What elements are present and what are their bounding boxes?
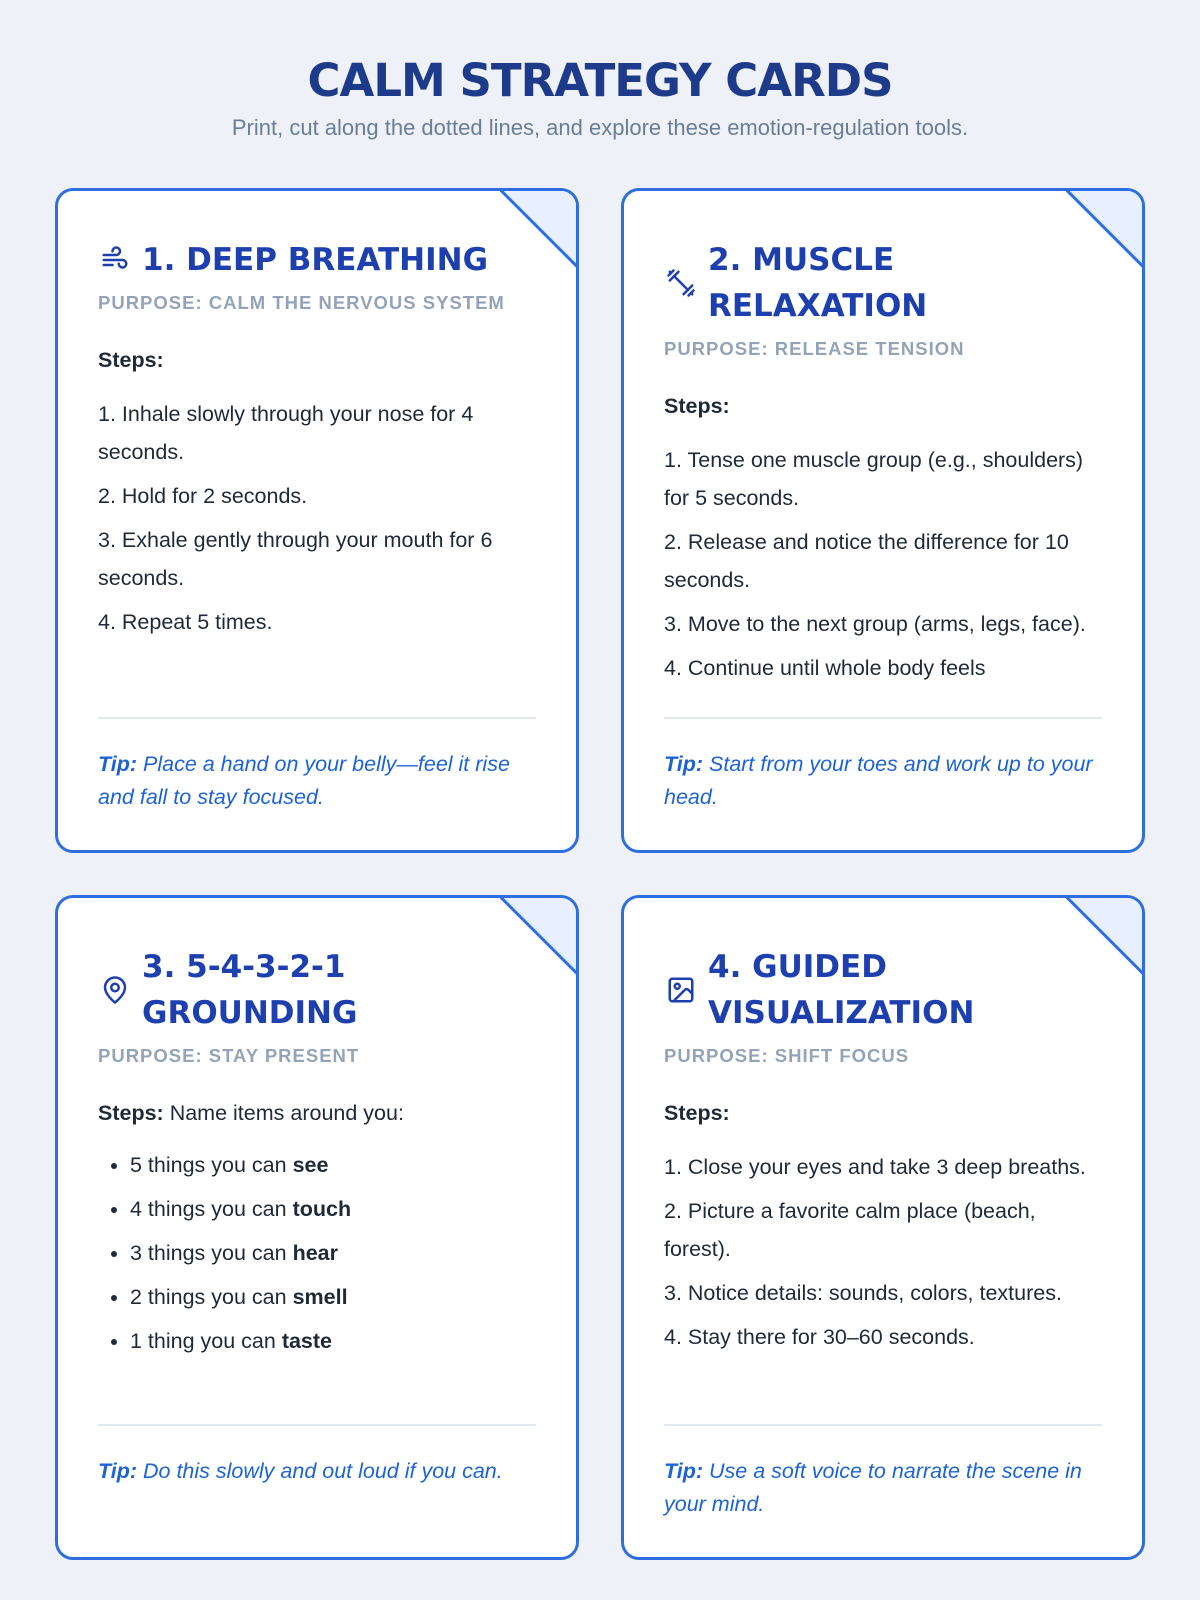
card-steps [664,1082,1102,1410]
step-item: 1. Inhale slowly through your nose for 4 seconds. [98,402,474,464]
step-item: 4. Stay there for 30–60 seconds. [664,1325,975,1349]
dumbbell-icon [664,266,698,300]
card-header [98,237,536,283]
card-tip [98,1455,536,1488]
step-item: 1. Close your eyes and take 3 deep breaths. [664,1155,1086,1179]
steps-intro: Name items around you: [169,1101,404,1125]
step-item: 2. Hold for 2 seconds. [98,484,308,508]
card-title: 4. GUIDED VISUALIZATION [708,949,975,1031]
wind-icon [98,243,132,277]
list-item: • 4 things you can touch [130,1192,536,1226]
step-item: 1. Tense one muscle group (e.g., shoulders) for 5 seconds. [664,448,1084,510]
card-title: 3. 5-4-3-2-1 GROUNDING [142,949,358,1031]
steps-label: Steps: [98,348,164,372]
list-item: • 5 things you can see [130,1148,536,1182]
step-item: 3. Move to the next group (arms, legs, face). [664,612,1086,636]
card-divider [664,717,1102,719]
card-purpose: PURPOSE: SHIFT FOCUS [664,1045,910,1066]
card-header [664,237,1102,329]
card-header [664,944,1102,1036]
tip-label: Tip: [98,752,138,776]
strategy-card-grounding [55,895,579,1560]
page-header [0,0,1200,141]
step-item: 4. Continue until whole body feels [664,656,986,680]
card-title: 1. DEEP BREATHING [142,242,489,278]
list-item: • 3 things you can hear [130,1236,536,1270]
card-tip [98,748,536,814]
card-steps [664,375,1102,703]
tip-label: Tip: [98,1459,138,1483]
tip-label: Tip: [664,1459,704,1483]
card-tip [664,748,1102,814]
step-item: 2. Picture a favorite calm place (beach, forest). [664,1199,1036,1261]
page-title: CALM STRATEGY CARDS [307,54,893,107]
steps-label: Steps: [664,1101,730,1125]
tip-text: Do this slowly and out loud if you can. [143,1459,503,1483]
tip-text: Start from your toes and work up to your head. [664,752,1093,809]
step-item: 3. Notice details: sounds, colors, textures. [664,1281,1062,1305]
card-divider [98,717,536,719]
card-header [98,944,536,1036]
card-tip [664,1455,1102,1521]
steps-list [98,395,536,641]
list-item: • 2 things you can smell [130,1280,536,1314]
card-purpose: PURPOSE: CALM THE NERVOUS SYSTEM [98,292,505,313]
strategy-card-deep-breathing [55,188,579,853]
card-steps [98,329,536,715]
page-subtitle: Print, cut along the dotted lines, and explore these emotion-regulation tools. [231,115,969,140]
strategy-card-muscle-relaxation [621,188,1145,853]
step-item: 2. Release and notice the difference for 10 seconds. [664,530,1069,592]
card-purpose: PURPOSE: STAY PRESENT [98,1045,360,1066]
tip-text: Place a hand on your belly—feel it rise and fall to stay focused. [98,752,510,809]
map-pin-icon [98,973,132,1007]
card-divider [98,1424,536,1426]
card-purpose: PURPOSE: RELEASE TENSION [664,338,965,359]
card-title: 2. MUSCLE RELAXATION [708,242,928,324]
card-divider [664,1424,1102,1426]
step-item: 3. Exhale gently through your mouth for 6 seconds. [98,528,493,590]
step-item: 4. Repeat 5 times. [98,610,273,634]
strategy-card-guided-visualization [621,895,1145,1560]
tip-text: Use a soft voice to narrate the scene in your mind. [664,1459,1082,1516]
cards-grid [55,188,1145,1560]
steps-list [664,1148,1102,1356]
steps-list [664,441,1102,687]
image-icon [664,973,698,1007]
tip-label: Tip: [664,752,704,776]
steps-label: Steps: [98,1101,164,1125]
card-steps [98,1082,536,1422]
steps-label: Steps: [664,394,730,418]
senses-list [98,1148,536,1358]
list-item: • 1 thing you can taste [130,1324,536,1358]
